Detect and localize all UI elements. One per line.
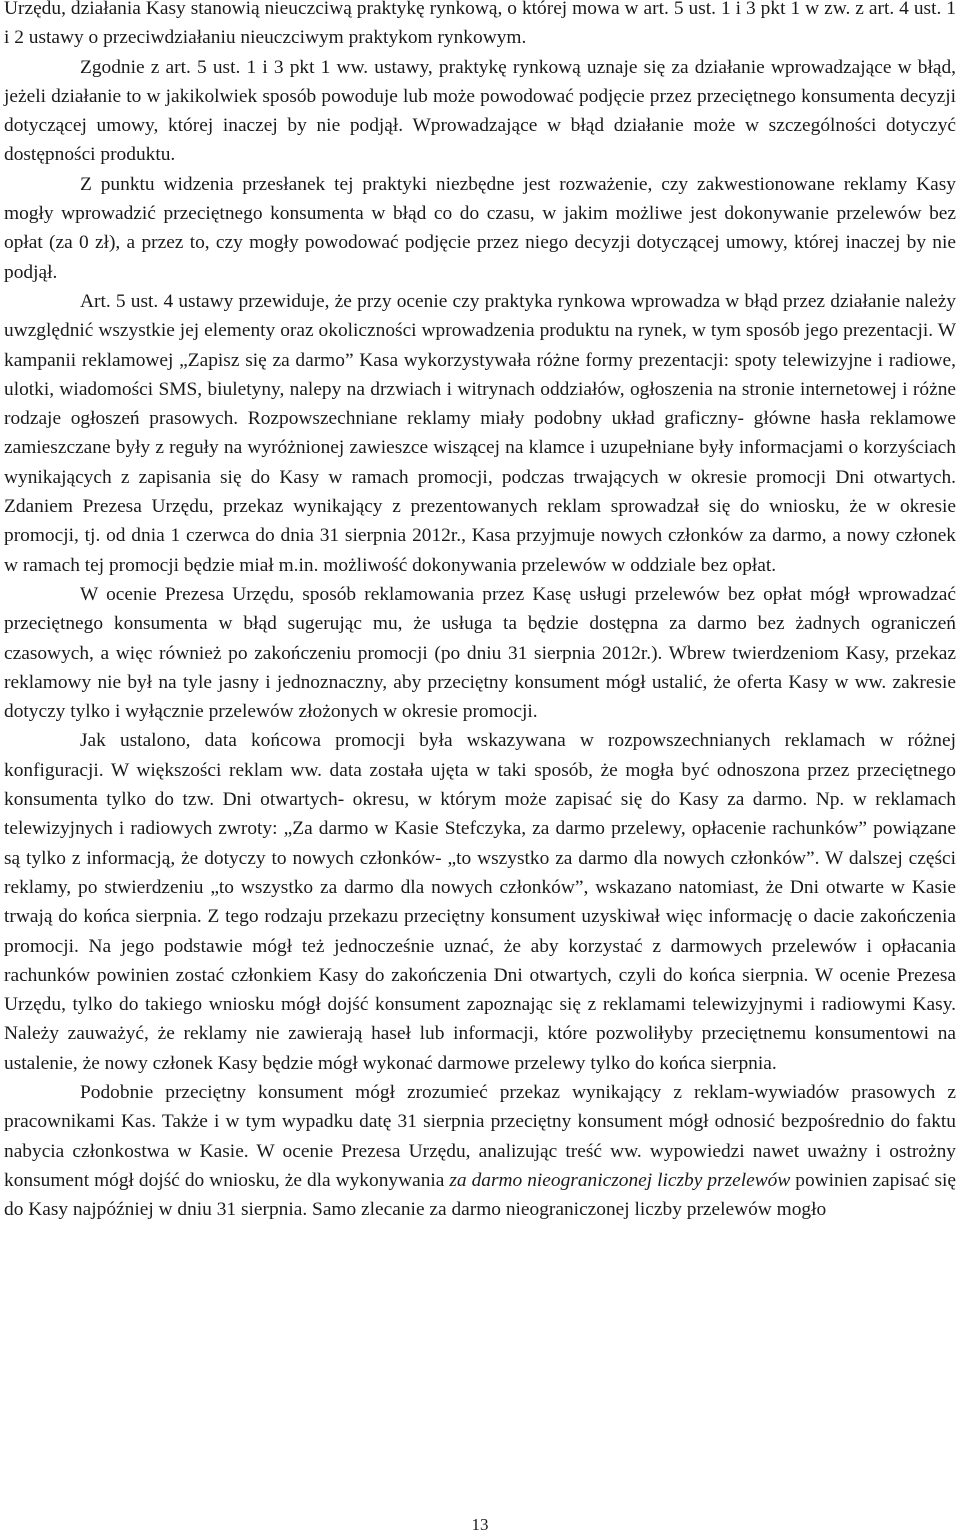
- paragraph-text-before-italic: Podobnie przeciętny konsument mógł zrozumieć przekaz wynikający z reklam-wywiadów prasowych z pracownikami Kas. Także i w tym wypadku datę 31 sierpnia przeciętny konsument mógł odnosić bezpośrednio do faktu nabycia członkostwa w Kasie. W ocenie Prezesa Urzędu, analizując treść ww. wypowiedzi nawet uważny i ostrożny konsument mógł dojść do wniosku, że dla wykonywania: [4, 1081, 956, 1191]
- paragraph-press-interviews: [4, 1078, 956, 1224]
- italic-phrase: za darmo nieograniczonej liczby przelewów: [449, 1169, 791, 1191]
- paragraph-continued: Urzędu, działania Kasy stanowią nieuczciwą praktykę rynkową, o której mowa w art. 5 ust. 1 i 3 pkt 1 w zw. z art. 4 ust. 1 i 2 ustawy o przeciwdziałaniu nieuczciwym praktykom rynkowym.: [4, 0, 956, 49]
- paragraph-article-5-4: Art. 5 ust. 4 ustawy przewiduje, że przy ocenie czy praktyka rynkowa wprowadza w błąd przez działanie należy uwzględnić wszystkie jej elementy oraz okoliczności wprowadzenia produktu na rynek, w tym sposób jego prezentacji. W kampanii reklamowej „Zapisz się za darmo” Kasa wykorzystywała różne formy prezentacji: spoty telewizyjne i radiowe, ulotki, wiadomości SMS, biuletyny, nalepy na drzwiach i witrynach oddziałów, ogłoszenia na stronie internetowej i różne rodzaje ogłoszeń prasowych. Rozpowszechniane reklamy miały podobny układ graficzny- główne hasła reklamowe zamieszczane były z reguły na wyróżnionej zawieszce wiszącej na klamce i uzupełniane były informacjami o korzyściach wynikających z zapisania się do Kasy w ramach promocji, podczas trwających w okresie promocji Dni otwartych. Zdaniem Prezesa Urzędu, przekaz wynikający z prezentowanych reklam sprowadzał się do wniosku, że w okresie promocji, tj. od dnia 1 czerwca do dnia 31 sierpnia 2012r., Kasa przyjmuje nowych członków za darmo, a nowy członek w ramach tej promocji będzie miał m.in. możliwość dokonywania przelewów w oddziale bez opłat.: [4, 290, 956, 576]
- paragraph-article-5: Zgodnie z art. 5 ust. 1 i 3 pkt 1 ww. ustawy, praktykę rynkową uznaje się za działanie wprowadzające w błąd, jeżeli działanie to w jakikolwiek sposób powoduje lub może powodować podjęcie przez przeciętnego konsumenta decyzji dotyczącej umowy, której inaczej by nie podjął. Wprowadzające w błąd działanie może w szczególności dotyczyć dostępności produktu.: [4, 56, 956, 166]
- document-page: [4, 0, 956, 1224]
- paragraph-premises: Z punktu widzenia przesłanek tej praktyki niezbędne jest rozważenie, czy zakwestionowane reklamy Kasy mogły wprowadzić przeciętnego konsumenta w błąd co do czasu, w jakim możliwe jest dokonywanie przelewów bez opłat (za 0 zł), a przez to, czy mogły powodować podjęcie przez niego decyzji dotyczącej umowy, której inaczej by nie podjął.: [4, 173, 956, 283]
- paragraph-assessment: W ocenie Prezesa Urzędu, sposób reklamowania przez Kasę usługi przelewów bez opłat mógł wprowadzać przeciętnego konsumenta w błąd sugerując mu, że usługa ta będzie dostępna za darmo bez żadnych ograniczeń czasowych, a więc również po zakończeniu promocji (po dniu 31 sierpnia 2012r.). Wbrew twierdzeniom Kasy, przekaz reklamowy nie był na tyle jasny i jednoznaczny, aby przeciętny konsument mógł ustalić, że oferta Kasy w ww. zakresie dotyczy tylko i wyłącznie przelewów złożonych w okresie promocji.: [4, 583, 956, 723]
- paragraph-text-after-italic: powinien zapisać się do Kasy najpóźniej w dniu 31 sierpnia. Samo zlecanie za darmo nieograniczonej liczby przelewów mogło: [4, 1169, 956, 1221]
- paragraph-end-date: Jak ustalono, data końcowa promocji była wskazywana w rozpowszechnianych reklamach w różnej konfiguracji. W większości reklam ww. data została ujęta w taki sposób, że mogła być odnoszona przez przeciętnego konsumenta tylko do tzw. Dni otwartych- okresu, w którym może zapisać się do Kasy za darmo. Np. w reklamach telewizyjnych i radiowych zwroty: „Za darmo w Kasie Stefczyka, za darmo przelewy, opłacenie rachunków” powiązane są tylko z informacją, że dotyczy to nowych członków- „to wszystko za darmo dla nowych członków”. W dalszej części reklamy, po stwierdzeniu „to wszystko za darmo dla nowych członków”, wskazano natomiast, że Dni otwarte w Kasie trwają do końca sierpnia. Z tego rodzaju przekazu przeciętny konsument uzyskiwał więc informację o dacie zakończenia promocji. Na jego podstawie mógł też jednocześnie uznać, że aby korzystać z darmowych przelewów i opłacania rachunków powinien zostać członkiem Kasy do zakończenia Dni otwartych, czyli do końca sierpnia. W ocenie Prezesa Urzędu, tylko do takiego wniosku mógł dojść konsument zapoznając się z reklamami telewizyjnymi i radiowymi Kasy. Należy zauważyć, że reklamy nie zawierają haseł lub informacji, które pozwoliłyby przeciętnemu konsumentowi na ustalenie, że nowy członek Kasy będzie mógł wykonać darmowe przelewy tylko do końca sierpnia.: [4, 730, 956, 1074]
- page-number: 13: [471, 1515, 489, 1534]
